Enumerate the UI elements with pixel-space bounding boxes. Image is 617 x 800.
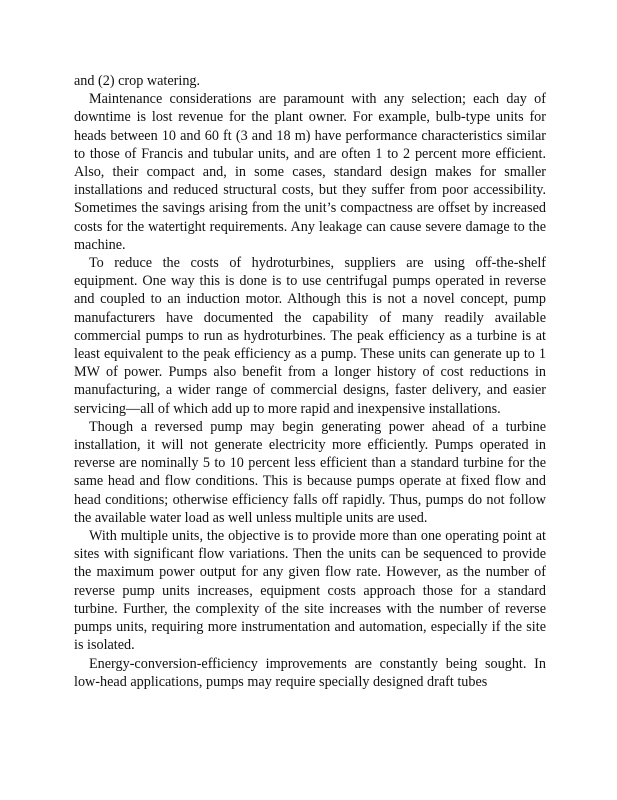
paragraph-cost-reduction: To reduce the costs of hydroturbines, suppliers are using off-the-shelf equipment. One way this is done is to use centrifugal pumps operated in reverse and coupled to an induction motor. Although this is not a novel concept, pump manufacturers have documented the capability of many readily available commercial pumps to run as hydroturbines. The peak efficiency as a turbine is at least equivalent to the peak efficiency as a pump. These units can generate up to 1 MW of power. Pumps also benefit from a longer history of cost reductions in manufacturing, a wider range of commercial designs, faster delivery, and easier servicing—all of which add up to more rapid and inexpensive installations. — [74, 255, 546, 417]
paragraph-multiple-units: With multiple units, the objective is to provide more than one operating point at sites with significant flow variations. Then the units can be sequenced to provide the maximum power output for any given flow rate. However, as the number of reverse pump units increases, equipment costs approach those for a standard turbine. Further, the complexity of the site increases with the number of reverse pumps units, requiring more instrumentation and automation, especially if the site is isolated. — [74, 528, 546, 654]
paragraph-reversed-pump: Though a reversed pump may begin generating power ahead of a turbine installation, it will not generate electricity more efficiently. Pumps operated in reverse are nominally 5 to 10 percent less efficient than a standard turbine for the same head and flow conditions. This is because pumps operate at fixed flow and head conditions; otherwise efficiency falls off rapidly. Thus, pumps do not follow the available water load as well unless multiple units are used. — [74, 418, 546, 526]
paragraph-efficiency: Energy-conversion-efficiency improvements are constantly being sought. In low-head applications, pumps may require specially designed draft tubes — [74, 655, 546, 690]
paragraph-continuation: and (2) crop watering. — [74, 73, 201, 89]
page-body — [74, 72, 546, 691]
paragraph-maintenance: Maintenance considerations are paramount with any selection; each day of downtime is lost revenue for the plant owner. For example, bulb-type units for heads between 10 and 60 ft (3 and 18 m) have performance characteristics similar to those of Francis and tubular units, and are often 1 to 2 percent more efficient. Also, their compact and, in some cases, standard design makes for smaller installations and reduced structural costs, but they suffer from poor accessibility. Sometimes the savings arising from the unit’s compactness are offset by increased costs for the watertight requirements. Any leakage can cause severe damage to the machine. — [74, 91, 546, 253]
